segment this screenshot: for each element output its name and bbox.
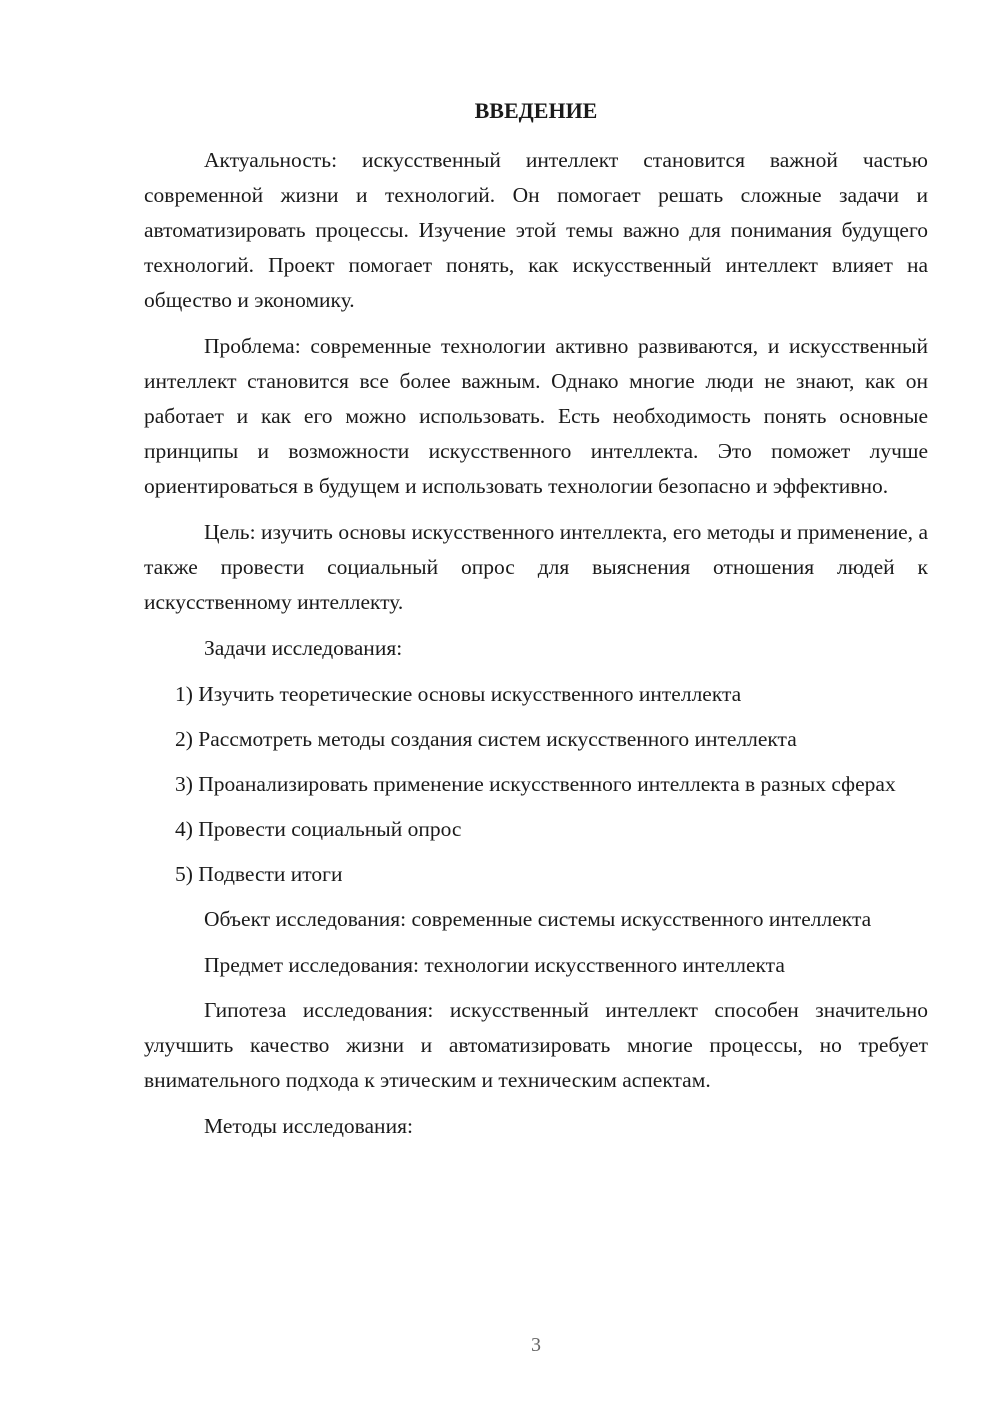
object-paragraph: Объект исследования: современные системы искусственного интеллекта — [204, 907, 872, 931]
relevance-paragraph: Актуальность: искусственный интеллект становится важной частью современной жизни и технологий. Он помогает решать сложные задачи и автоматизировать процессы. Изучение этой темы важно для понимания будущего технологий. Проект помогает понять, как искусственный интеллект влияет на общество и экономику. — [144, 148, 928, 312]
task-item-2: 2) Рассмотреть методы создания систем искусственного интеллекта — [175, 727, 797, 751]
task-item-1: 1) Изучить теоретические основы искусственного интеллекта — [175, 682, 742, 706]
task-item-5: 5) Подвести итоги — [175, 862, 343, 886]
task-item-4: 4) Провести социальный опрос — [175, 817, 462, 841]
task-item-3: 3) Проанализировать применение искусственного интеллекта в разных сферах — [175, 772, 896, 796]
methods-title: Методы исследования: — [204, 1114, 413, 1138]
tasks-title: Задачи исследования: — [204, 636, 403, 660]
subject-paragraph: Предмет исследования: технологии искусственного интеллекта — [204, 953, 785, 977]
document-body — [144, 143, 928, 1155]
hypothesis-paragraph: Гипотеза исследования: искусственный интеллект способен значительно улучшить качество жизни и автоматизировать многие процессы, но требует внимательного подхода к этическим и техническим аспектам. — [144, 998, 928, 1092]
problem-paragraph: Проблема: современные технологии активно развиваются, и искусственный интеллект становится все более важным. Однако многие люди не знают, как он работает и как его можно использовать. Есть необходимость понять основные принципы и возможности искусственного интеллекта. Это поможет лучше ориентироваться в будущем и использовать технологии безопасно и эффективно. — [144, 334, 928, 498]
goal-paragraph: Цель: изучить основы искусственного интеллекта, его методы и применение, а также провести социальный опрос для выяснения отношения людей к искусственному интеллекту. — [144, 520, 928, 614]
page-heading: ВВЕДЕНИЕ — [474, 98, 598, 123]
page-number: 3 — [531, 1334, 541, 1356]
